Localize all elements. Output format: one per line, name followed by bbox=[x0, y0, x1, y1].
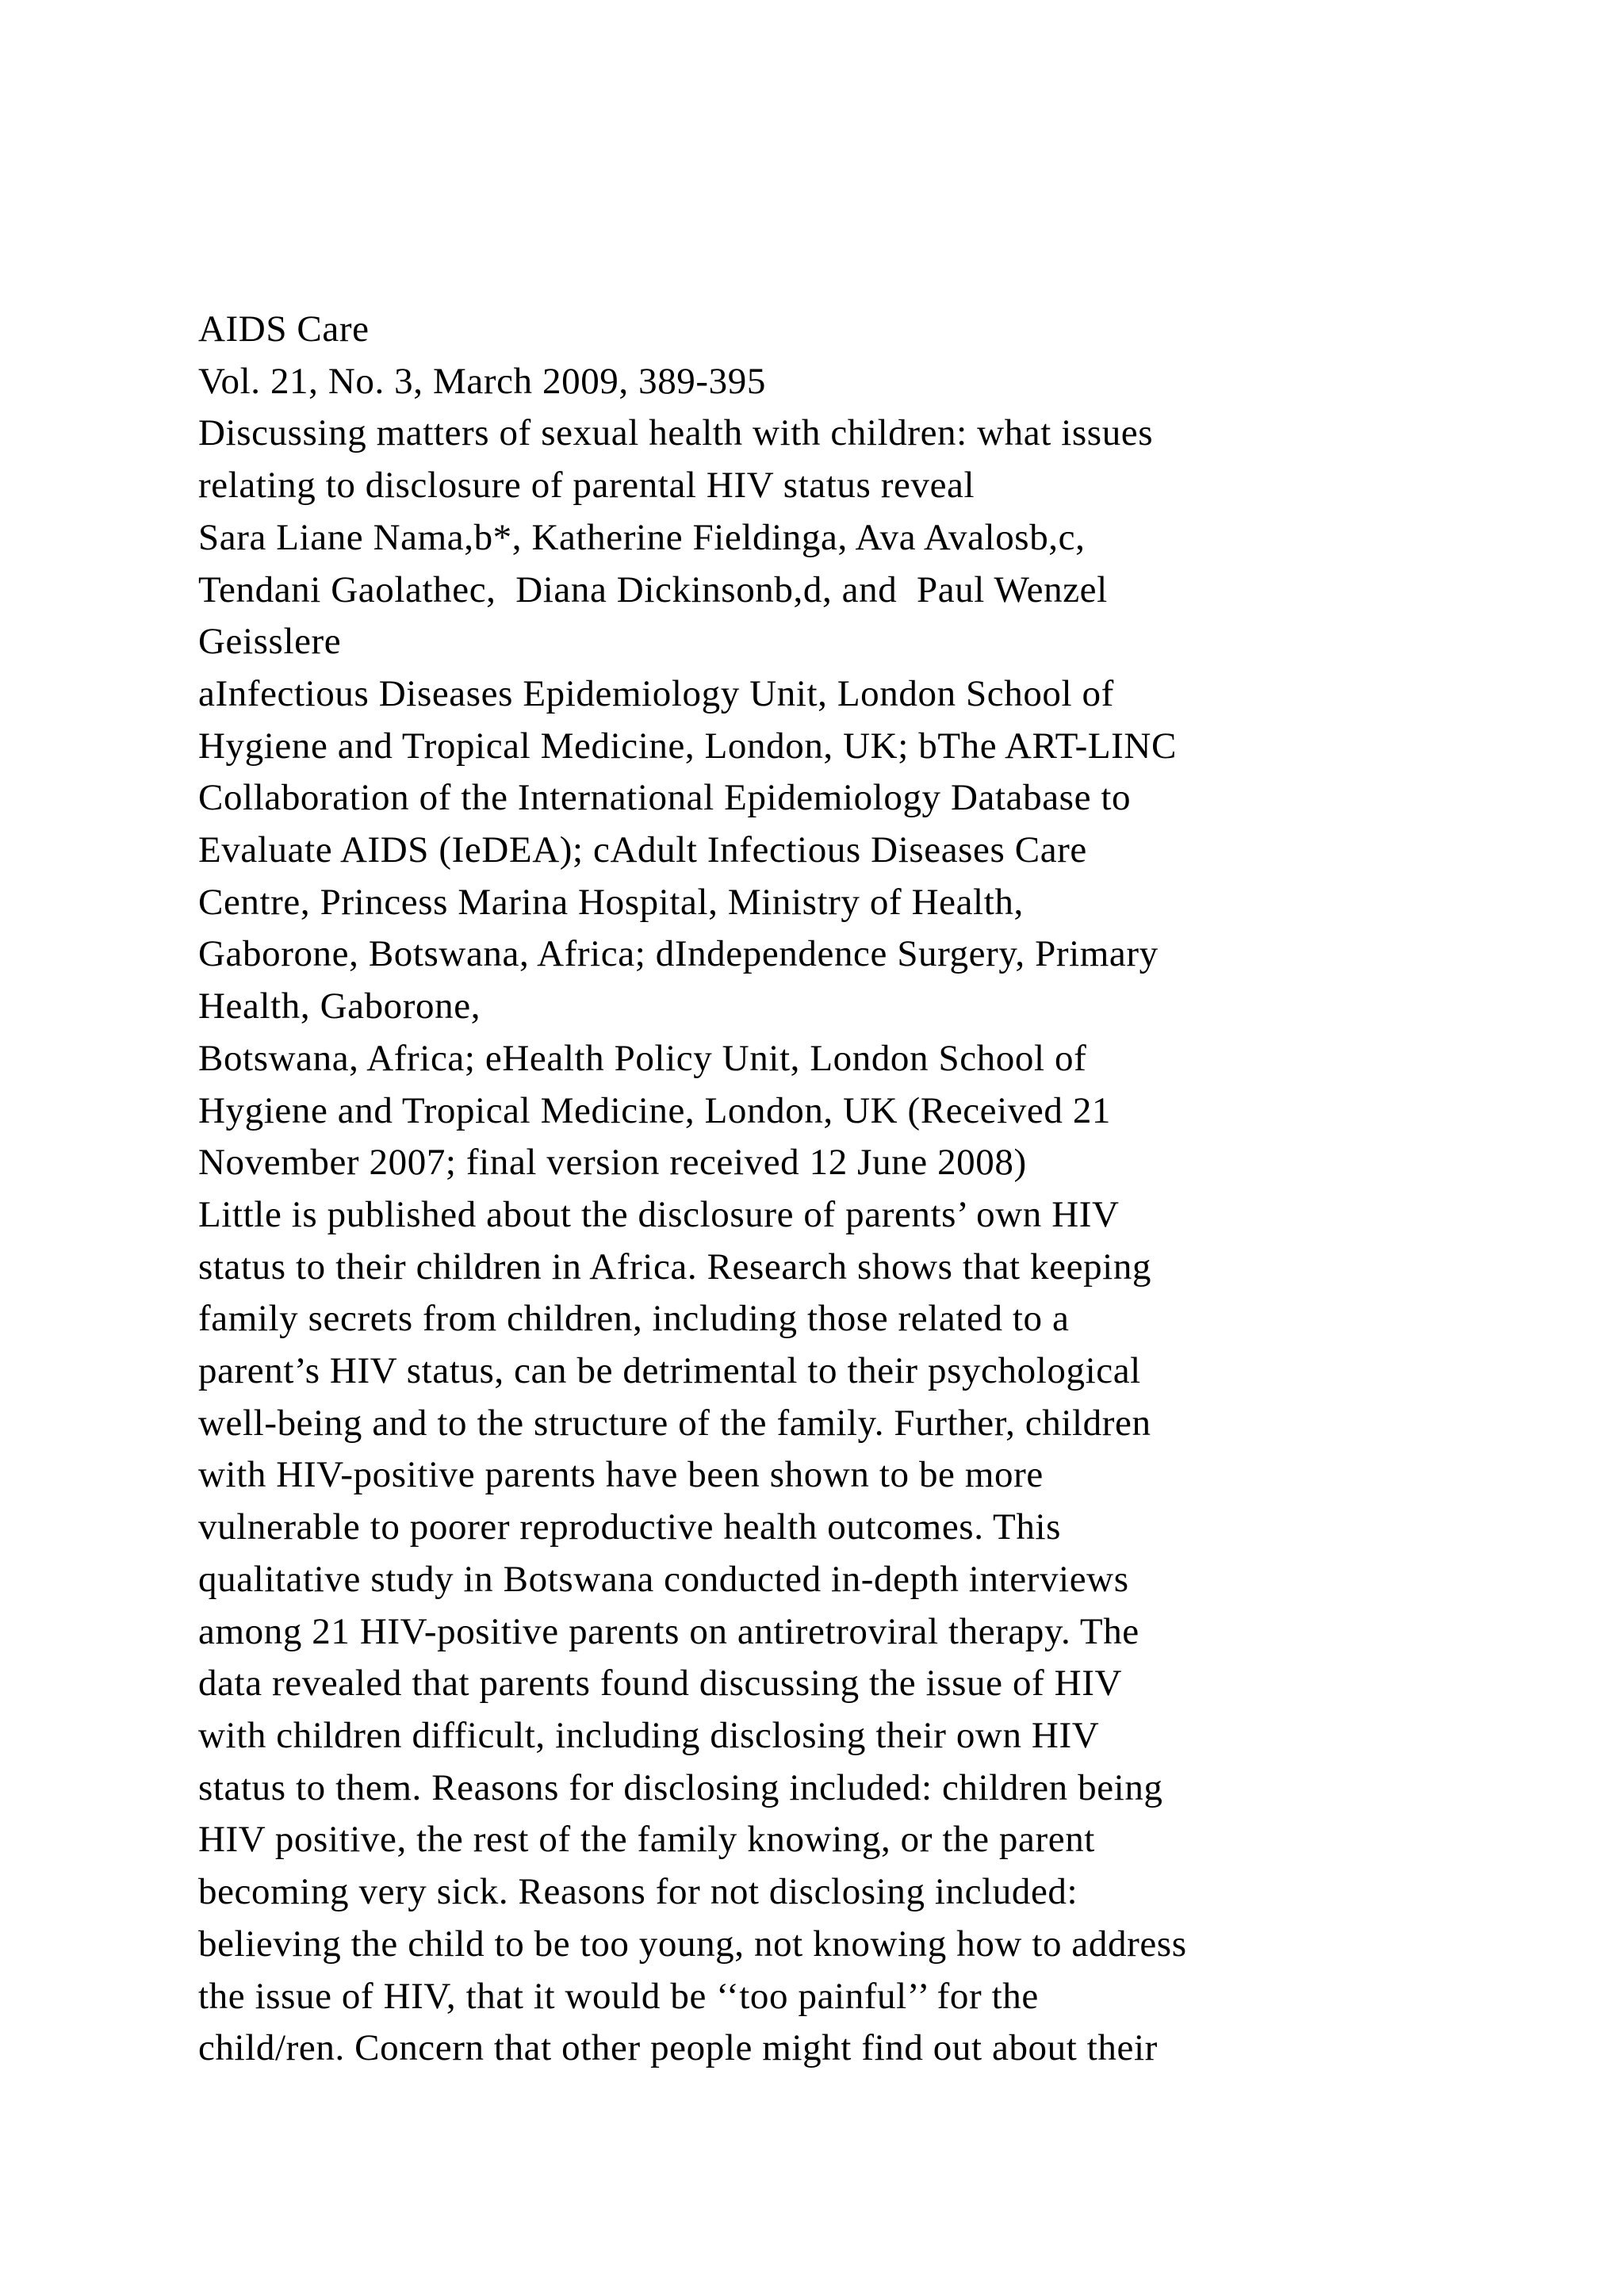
abstract-line: with children difficult, including disclosing their own HIV bbox=[198, 1714, 1100, 1756]
authors-line: Sara Liane Nama,b*, Katherine Fieldinga, Ava Avalosb,c, bbox=[198, 516, 1086, 558]
affiliations-line: Hygiene and Tropical Medicine, London, UK (Received 21 bbox=[198, 1089, 1112, 1131]
affiliations-line: Botswana, Africa; eHealth Policy Unit, London School of bbox=[198, 1037, 1087, 1079]
abstract-line: status to their children in Africa. Research shows that keeping bbox=[198, 1246, 1152, 1288]
received-dates-line: November 2007; final version received 12 June 2008) bbox=[198, 1142, 1027, 1184]
abstract-line: vulnerable to poorer reproductive health outcomes. This bbox=[198, 1506, 1061, 1548]
abstract-line: with HIV-positive parents have been shown to be more bbox=[198, 1454, 1044, 1496]
abstract-line: HIV positive, the rest of the family knowing, or the parent bbox=[198, 1819, 1095, 1861]
affiliations-line: aInfectious Diseases Epidemiology Unit, London School of bbox=[198, 672, 1114, 714]
abstract-line: becoming very sick. Reasons for not disclosing included: bbox=[198, 1871, 1078, 1913]
abstract-line: well-being and to the structure of the family. Further, children bbox=[198, 1402, 1151, 1444]
abstract-line: parent’s HIV status, can be detrimental to their psychological bbox=[198, 1350, 1141, 1392]
journal-name: AIDS Care bbox=[198, 308, 370, 350]
abstract-line: believing the child to be too young, not knowing how to address bbox=[198, 1923, 1187, 1965]
abstract-line: among 21 HIV-positive parents on antiretroviral therapy. The bbox=[198, 1610, 1139, 1652]
affiliations-line: Hygiene and Tropical Medicine, London, UK; bThe ART-LINC bbox=[198, 725, 1177, 767]
affiliations-line: Centre, Princess Marina Hospital, Ministry of Health, bbox=[198, 881, 1024, 923]
document-text bbox=[198, 304, 1546, 2075]
abstract-line: Little is published about the disclosure of parents’ own HIV bbox=[198, 1193, 1120, 1235]
abstract-line: status to them. Reasons for disclosing included: children being bbox=[198, 1766, 1163, 1808]
article-title-line: Discussing matters of sexual health with children: what issues bbox=[198, 412, 1154, 454]
authors-line: Geisslere bbox=[198, 621, 342, 663]
abstract-line: the issue of HIV, that it would be ‘‘too painful’’ for the bbox=[198, 1975, 1039, 2017]
article-title-line: relating to disclosure of parental HIV status reveal bbox=[198, 465, 975, 507]
affiliations-line: Health, Gaborone, bbox=[198, 985, 481, 1027]
authors-line: Tendani Gaolathec, Diana Dickinsonb,d, and Paul Wenzel bbox=[198, 568, 1108, 610]
affiliations-line: Evaluate AIDS (IeDEA); cAdult Infectious Diseases Care bbox=[198, 829, 1087, 871]
affiliations-line: Gaborone, Botswana, Africa; dIndependence Surgery, Primary bbox=[198, 933, 1159, 975]
affiliations-line: Collaboration of the International Epidemiology Database to bbox=[198, 777, 1132, 819]
journal-volume-info: Vol. 21, No. 3, March 2009, 389-395 bbox=[198, 360, 766, 402]
abstract-line: qualitative study in Botswana conducted in-depth interviews bbox=[198, 1558, 1129, 1600]
abstract-line: child/ren. Concern that other people might find out about their bbox=[198, 2027, 1158, 2069]
abstract-line: data revealed that parents found discussing the issue of HIV bbox=[198, 1663, 1122, 1705]
abstract-line: family secrets from children, including those related to a bbox=[198, 1298, 1070, 1340]
